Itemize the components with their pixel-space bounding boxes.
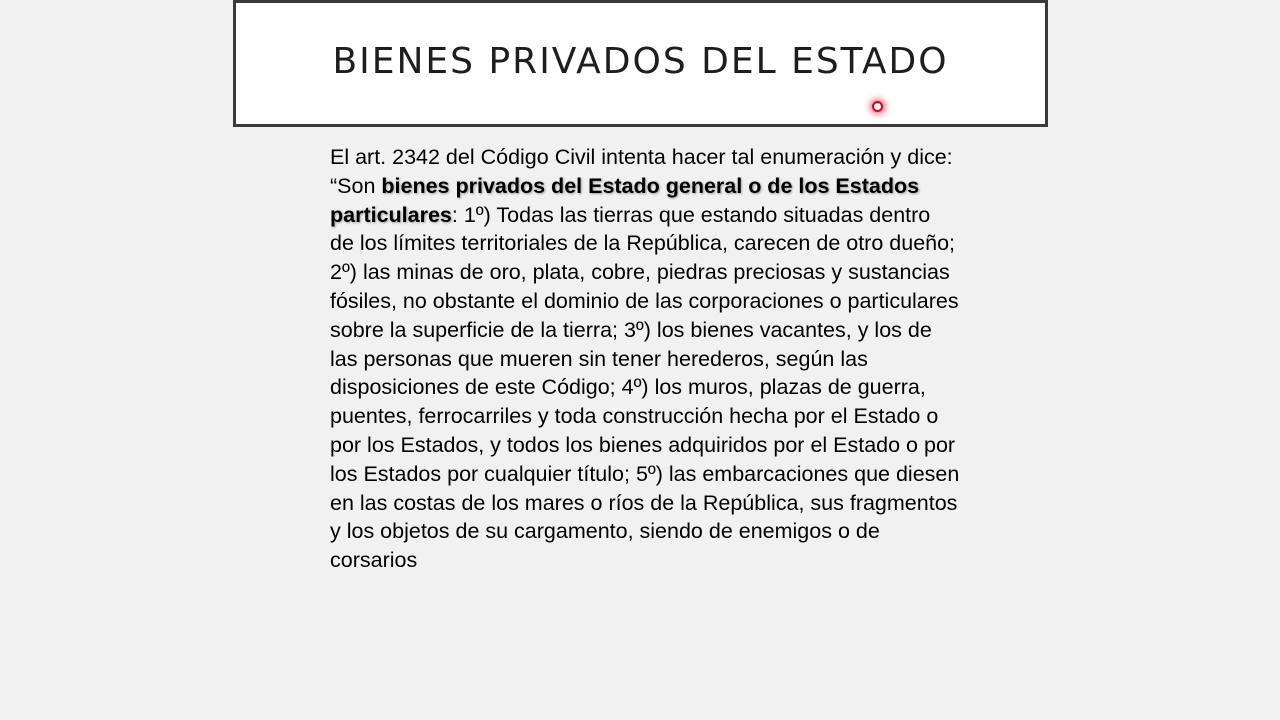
slide-title: BIENES PRIVADOS DEL ESTADO <box>332 41 949 82</box>
title-box <box>233 0 1048 127</box>
body-bold-phrase: bienes privados del Estado general o de los Estados particulares <box>330 173 920 227</box>
laser-pointer-icon <box>872 101 883 112</box>
body-intro: El art. 2342 del Código Civil intenta hacer tal enumeración y dice: “Son <box>330 145 953 198</box>
slide-body-text <box>330 143 960 575</box>
body-rest: : 1º) Todas las tierras que estando situadas dentro de los límites territoriales de la República, carecen de otro dueño; 2º) las minas de oro, plata, cobre, piedras preciosas y sustancias fósiles, no obstante el dominio de las corporaciones o particulares sobre la superficie de la tierra; 3º) los bienes vacantes, y los de las personas que mueren sin tener herederos, según las disposiciones de este Código; 4º) los muros, plazas de guerra, puentes, ferrocarriles y toda construcción hecha por el Estado o por los Estados, y todos los bienes adquiridos por el Estado o por los Estados por cualquier título; 5º) las embarcaciones que diesen en las costas de los mares o ríos de la República, sus fragmentos y los objetos de su cargamento, siendo de enemigos o de corsarios <box>330 202 960 573</box>
